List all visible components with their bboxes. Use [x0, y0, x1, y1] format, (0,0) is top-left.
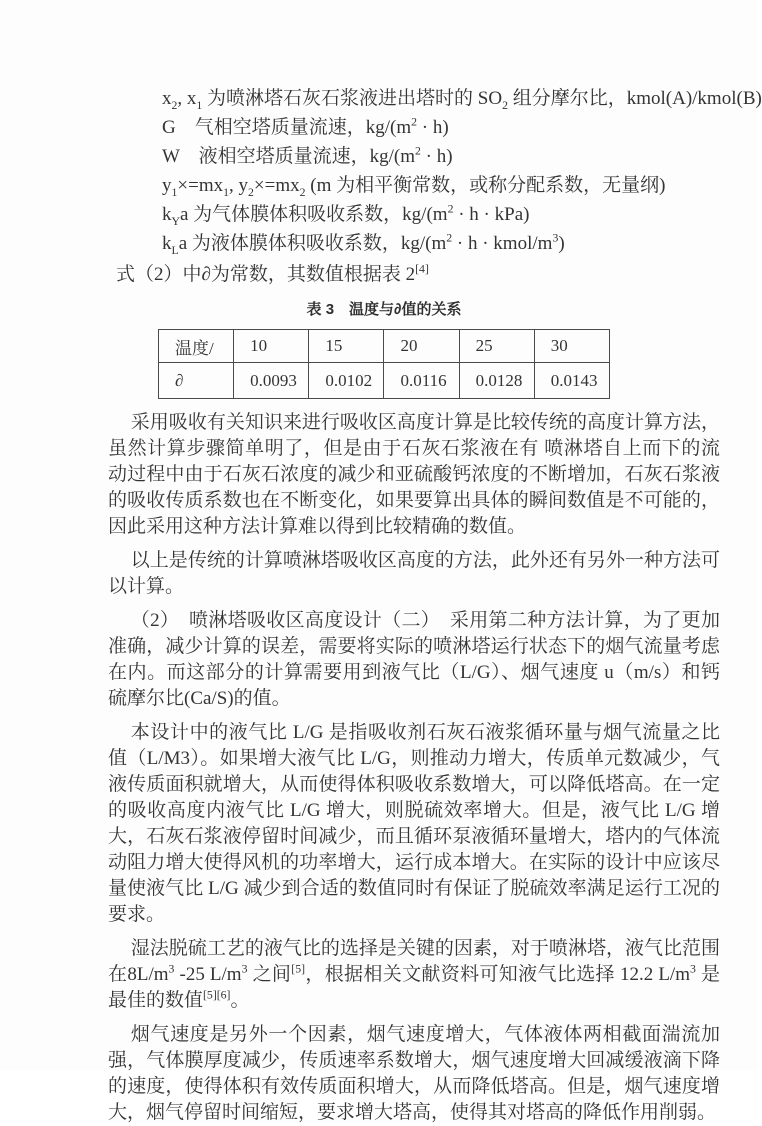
table-cell: 25: [459, 330, 534, 363]
variable-definition-line: $x_2$, $x_1$ 为喷淋塔石灰石浆液进出塔时的 $SO_2$ 组分摩尔比，kmol(A)/kmol(B): [162, 88, 762, 112]
table-header-row: [159, 330, 610, 363]
table-cell: 0.0128: [459, 363, 534, 399]
table-value-row: [159, 363, 610, 399]
table-cell: 0.0143: [534, 363, 609, 399]
body-paragraphs: [108, 410, 720, 1126]
variable-definition-list: [162, 84, 762, 258]
paragraph-lg-ratio-selection: 湿法脱硫工艺的液气比的选择是关键的因素，对于喷淋塔，液气比范围在$8L/m^3$ -25 $L/m^3$ 之间[5]，根据相关文献资料可知液气比选择 12.2 $L/m^3$ 是最佳的数值[5][6]。: [108, 938, 720, 1011]
paragraph-design-method-two: （2） 喷淋塔吸收区高度设计（二） 采用第二种方法计算，为了更加准确，减少计算的误差，需要将实际的喷淋塔运行状态下的烟气流量考虑在内。而这部分的计算需要用到液气比（L/G）、烟气速度 u（m/s）和钙硫摩尔比(Ca/S)的值。: [108, 610, 720, 709]
table3-caption: 表 3 温度与∂值的关系: [306, 301, 462, 318]
table-cell: ∂: [159, 363, 234, 399]
paragraph-traditional-method: 采用吸收有关知识来进行吸收区高度计算是比较传统的高度计算方法，虽然计算步骤简单明了，但是由于石灰石浆液在有 喷淋塔自上而下的流动过程中由于石灰石浓度的减少和亚硫酸钙浓度的不断增加，石灰石浆液的吸收传质系数也在不断变化，如果要算出具体的瞬间数值是不可能的，因此采用这种方法计算难以得到比较精确的数值。: [108, 412, 720, 537]
variable-definition-line: G 气相空塔质量流速，$kg/(m^2 \cdot h)$: [162, 115, 449, 138]
table-cell: 30: [534, 330, 609, 363]
variable-definition-line: $k_Ya$ 为气体膜体积吸收系数，$kg/(m^2 \cdot h \cdot kPa)$: [162, 202, 530, 228]
variable-definition-line: $k_La$ 为液体膜体积吸收系数，$kg/(m^2 \cdot h$ · kmol/$m^3$): [162, 231, 565, 257]
paragraph-flue-gas-velocity: 烟气速度是另外一个因素，烟气速度增大，气体液体两相截面湍流加强，气体膜厚度减少，传质速率系数增大，烟气速度增大回减缓液滴下降的速度，使得体积有效传质面积增大，从而降低塔高。但是，烟气速度增大，烟气停留时间缩短，要求增大塔高，使得其对塔高的降低作用削弱。: [108, 1024, 720, 1123]
table-cell: 0.0116: [384, 363, 459, 399]
table-cell: 0.0093: [234, 363, 309, 399]
paragraph-liquid-gas-ratio: 本设计中的液气比 L/G 是指吸收剂石灰石液浆循环量与烟气流量之比值（L/M3）。如果增大液气比 L/G，则推动力增大，传质单元数减少，气液传质面积就增大，从而使得体积吸收系数增大，可以降低塔高。在一定的吸收高度内液气比 L/G 增大，则脱硫效率增大。但是，液气比 L/G 增大，石灰石浆液停留时间减少，而且循环泵液循环量增大，塔内的气体流动阻力增大使得风机的功率增大，运行成本增大。在实际的设计中应该尽量使液气比 L/G 减少到合适的数值同时有保证了脱硫效率满足运行工况的要求。: [108, 722, 720, 925]
equation-constant-note: 式（2）中∂为常数，其数值根据表 2[4]: [116, 262, 429, 285]
table3-block: [158, 300, 610, 399]
table-cell: 10: [234, 330, 309, 363]
variable-definition-line: $y_1\times=mx_1$, $y_2\times=mx_2$ (m 为相平衡常数，或称分配系数，无量纲): [162, 175, 666, 199]
temperature-constant-table: [158, 329, 610, 399]
variable-definition-line: W 液相空塔质量流速，$kg/(m^2 \cdot h)$: [162, 144, 453, 167]
table-cell: 15: [309, 330, 384, 363]
paragraph-alternative-method-intro: 以上是传统的计算喷淋塔吸收区高度的方法，此外还有另外一种方法可以计算。: [108, 550, 720, 597]
table-cell: 0.0102: [309, 363, 384, 399]
table-cell: 温度/: [159, 330, 234, 363]
table-cell: 20: [384, 330, 459, 363]
